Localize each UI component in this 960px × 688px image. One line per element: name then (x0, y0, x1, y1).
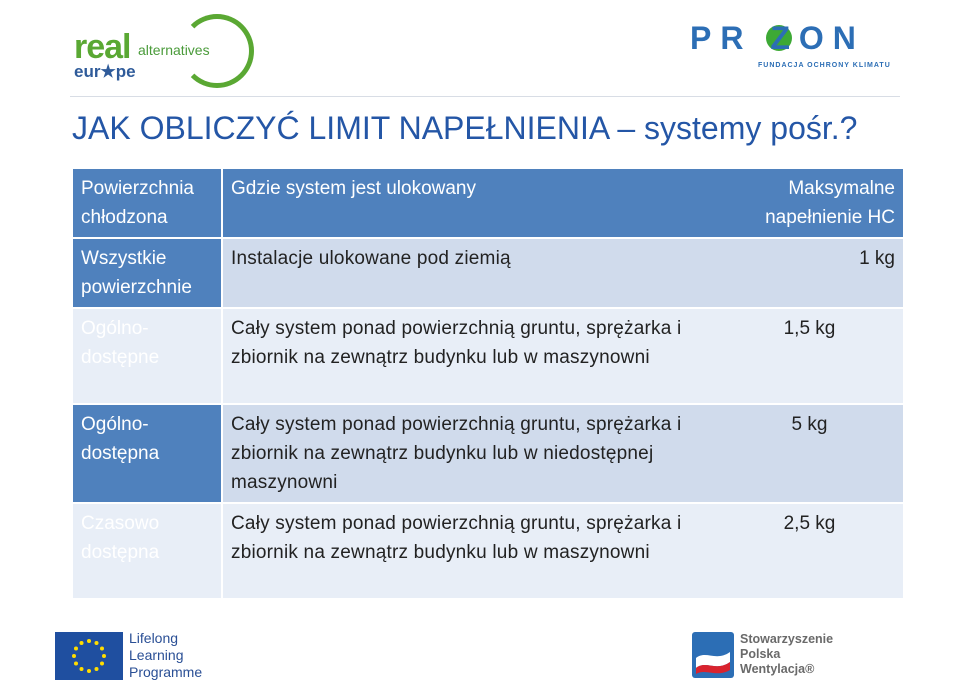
row-surface: Wszystkie powierzchnie (73, 238, 222, 308)
prozon-name: PR ZON (690, 20, 865, 56)
lll-line: Learning (129, 647, 184, 663)
row-max-charge: 1 kg (716, 238, 903, 308)
spw-line: Stowarzyszenie (740, 632, 834, 646)
table-row (73, 404, 903, 503)
lll-line: Programme (129, 664, 203, 680)
logo-real-text: real (74, 28, 131, 66)
row-location: Cały system ponad powierzchnią gruntu, sprężarka i zbiornik na zewnątrz budynku lub w maszynowni (222, 308, 716, 404)
table-row (73, 503, 903, 599)
row-max-charge: 2,5 kg (716, 503, 903, 599)
row-location: Cały system ponad powierzchnią gruntu, sprężarka i zbiornik na zewnątrz budynku lub w niedostępnej maszynowni (222, 404, 716, 503)
row-surface: Ogólno-dostępne (73, 308, 222, 404)
row-max-charge: 5 kg (716, 404, 903, 503)
prozon-logo (690, 20, 900, 76)
spw-text (740, 632, 833, 677)
row-max-charge: 1,5 kg (716, 308, 903, 404)
table-header-row (73, 169, 903, 238)
row-location: Instalacje ulokowane pod ziemią (222, 238, 716, 308)
logo-europe-text: eur★pe (74, 62, 136, 81)
charge-limit-table (73, 169, 903, 600)
row-surface: Ogólno-dostępna (73, 404, 222, 503)
lifelong-learning-text (129, 630, 202, 681)
eu-flag-icon (55, 632, 123, 680)
table-row (73, 308, 903, 404)
polish-flag-wave-icon (692, 632, 734, 678)
spw-logo (692, 630, 852, 684)
header-surface: Powierzchnia chłodzona (73, 169, 222, 238)
real-alternatives-logo (70, 12, 230, 92)
table-row (73, 238, 903, 308)
lifelong-learning-logo (55, 630, 225, 682)
prozon-subtitle: FUNDACJA OCHRONY KLIMATU (758, 62, 891, 69)
spw-line: Polska (740, 647, 781, 661)
spw-line: Wentylacja® (740, 662, 815, 676)
header-max-charge: Maksymalne napełnienie HC (716, 169, 903, 238)
row-surface: Czasowo dostępna (73, 503, 222, 599)
row-location: Cały system ponad powierzchnią gruntu, sprężarka i zbiornik na zewnątrz budynku lub w maszynowni (222, 503, 716, 599)
lll-line: Lifelong (129, 630, 179, 646)
logo-alternatives-text: alternatives (138, 42, 210, 58)
header-divider (70, 96, 900, 97)
slide-title: JAK OBLICZYĆ LIMIT NAPEŁNIENIA – systemy pośr.? (72, 110, 858, 146)
header-location: Gdzie system jest ulokowany (222, 169, 716, 238)
